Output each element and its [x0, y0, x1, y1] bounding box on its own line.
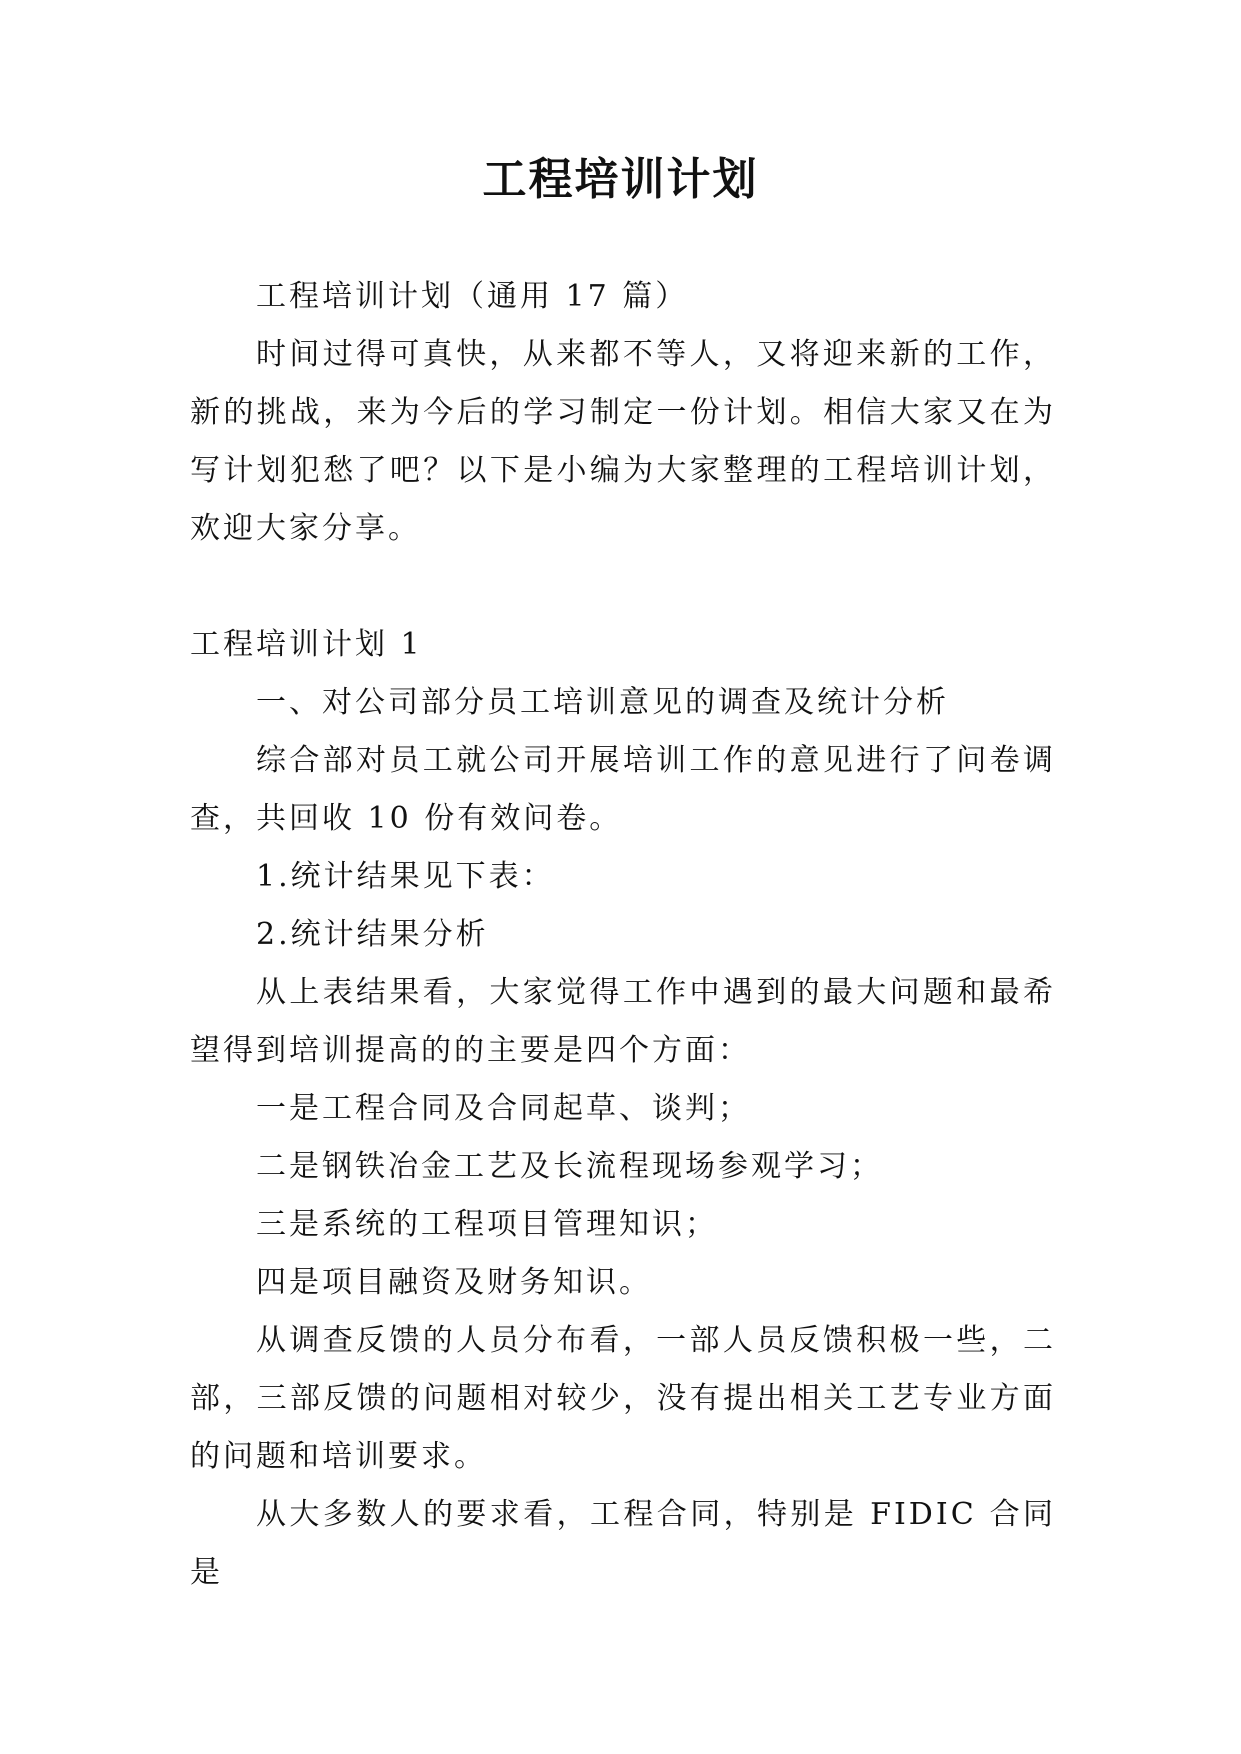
aspect-two: 二是钢铁冶金工艺及长流程现场参观学习；: [256, 1149, 883, 1184]
intro-subtitle: 工程培训计划（通用 17 篇）: [256, 279, 689, 314]
aspect-one: 一是工程合同及合同起草、谈判；: [256, 1091, 751, 1126]
feedback-distribution-paragraph: 从调查反馈的人员分布看，一部人员反馈积极一些，二部，三部反馈的问题相对较少，没有提出相关工艺专业方面的问题和培训要求。: [190, 1323, 1056, 1474]
aspect-three: 三是系统的工程项目管理知识；: [256, 1207, 718, 1242]
requirements-paragraph: 从大多数人的要求看，工程合同，特别是 FIDIC 合同是: [190, 1497, 1056, 1590]
analysis-paragraph: 从上表结果看，大家觉得工作中遇到的最大问题和最希望得到培训提高的的主要是四个方面：: [190, 975, 1056, 1068]
survey-paragraph: 综合部对员工就公司开展培训工作的意见进行了问卷调查，共回收 10 份有效问卷。: [190, 743, 1056, 836]
intro-paragraph: 时间过得可真快，从来都不等人，又将迎来新的工作，新的挑战，来为今后的学习制定一份计划。相信大家又在为写计划犯愁了吧？以下是小编为大家整理的工程培训计划，欢迎大家分享。: [190, 337, 1056, 546]
section-spacer: [190, 558, 1056, 616]
list-item-statistics-analysis: 2.统计结果分析: [256, 917, 489, 952]
list-item-statistics-table: 1.统计结果见下表：: [256, 859, 555, 894]
aspect-four: 四是项目融资及财务知识。: [256, 1265, 652, 1300]
section-point-one-heading: 一、对公司部分员工培训意见的调查及统计分析: [256, 685, 949, 720]
document-body: [190, 268, 1056, 1602]
document-title: 工程培训计划: [482, 154, 759, 205]
section-heading: 工程培训计划 1: [190, 627, 423, 662]
